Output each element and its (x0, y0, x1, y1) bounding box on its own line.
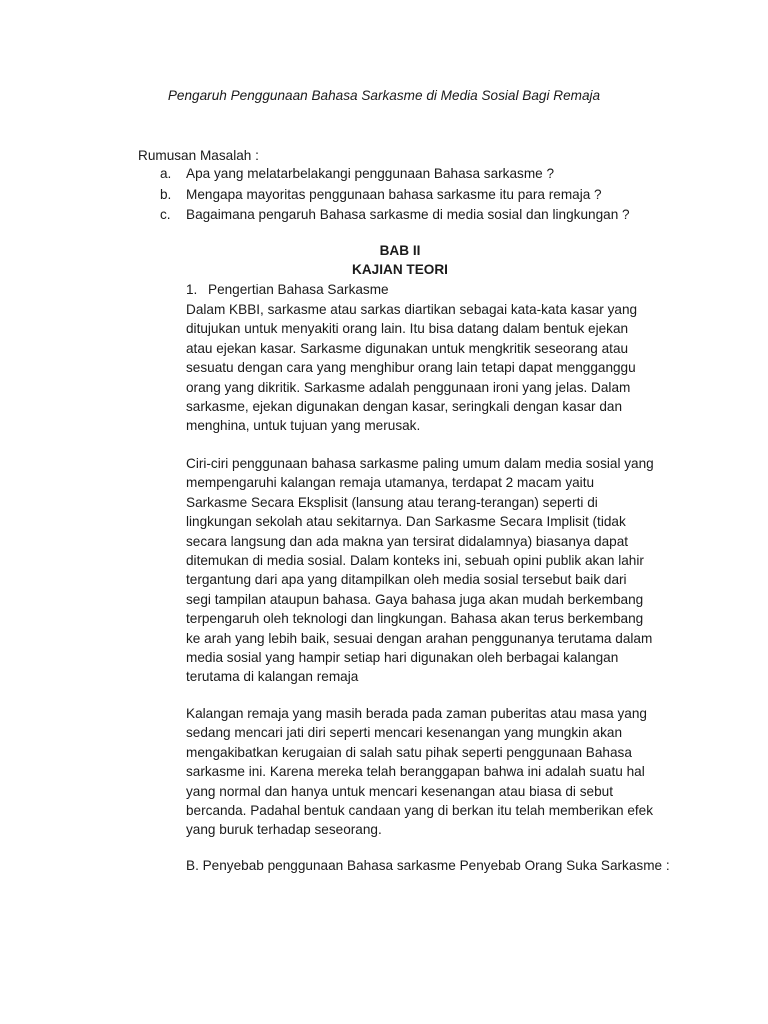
list-marker: b. (160, 186, 172, 202)
paragraph-line: bercanda. Padahal bentuk candaan yang di berkan itu telah memberikan efek (186, 802, 654, 818)
section-title: Pengertian Bahasa Sarkasme (208, 282, 389, 297)
paragraph-line: yang buruk terhadap seseorang. (186, 822, 382, 838)
paragraph-characteristics (186, 454, 686, 687)
paragraph-teenagers (186, 704, 686, 840)
paragraph-line: Ciri-ciri penggunaan bahasa sarkasme paling umum dalam media sosial yang (186, 456, 654, 471)
section-b-text: B. Penyebab penggunaan Bahasa sarkasme Penyebab Orang Suka Sarkasme : (186, 858, 670, 873)
paragraph-line: secara langsung dan ada makna yan tersirat didalamnya) biasanya dapat (186, 533, 629, 549)
paragraph-line: sarkasme ini. Karena mereka telah beranggapan bahwa ini adalah suatu hal (186, 764, 645, 780)
paragraph-line: sarkasme, ejekan digunakan dengan kasar, seringkali dengan kasar dan (186, 398, 623, 414)
list-marker: a. (160, 166, 172, 181)
paragraph-line: ke arah yang lebih baik, sesuai dengan arahan penggunanya terutama dalam (186, 630, 653, 646)
paragraph-line: orang yang dikritik. Sarkasme adalah penggunaan ironi yang jelas. Dalam (186, 379, 631, 395)
paragraph-line: atau ejekan kasar. Sarkasme digunakan untuk mengkritik seseorang atau (186, 340, 629, 356)
chapter-title: KAJIAN TEORI (352, 262, 448, 277)
paragraph-line: Sarkasme Secara Eksplisit (lansung atau terang-terangan) seperti di (186, 494, 598, 510)
section-heading (186, 282, 389, 297)
paragraph-line: mempengaruhi kalangan remaja utamanya, terdapat 2 macam yaitu (186, 475, 595, 491)
list-item (160, 164, 630, 185)
paragraph-line: terutama di kalangan remaja (186, 669, 359, 685)
rumusan-masalah-label: Rumusan Masalah : (138, 148, 259, 163)
paragraph-line: yang normal dan hanya untuk mencari kesenangan atau biasa di sebut (186, 783, 613, 799)
list-item-text: Bagaimana pengaruh Bahasa sarkasme di media sosial dan lingkungan ? (186, 207, 630, 222)
list-item (160, 185, 630, 206)
paragraph-line: ditemukan di media sosial. Dalam konteks ini, sebuah opini publik akan lahir (186, 552, 644, 568)
paragraph-line: ditujukan untuk menyakiti orang lain. Itu bisa datang dalam bentuk ejekan (186, 321, 629, 337)
paragraph-line: sesuatu dengan cara yang menghibur orang lain tetapi dapat mengganggu (186, 360, 636, 376)
paragraph-line: terpengaruh oleh teknologi dan lingkungan. Bahasa akan terus berkembang (186, 611, 644, 627)
list-item-text: Mengapa mayoritas penggunaan bahasa sarkasme itu para remaja ? (186, 186, 602, 202)
list-marker: c. (160, 207, 171, 222)
list-item (160, 205, 630, 226)
paragraph-line: segi tampilan ataupun bahasa. Gaya bahasa juga akan mudah berkembang (186, 591, 644, 607)
chapter-heading: BAB II (379, 243, 421, 258)
paragraph-line: Dalam KBBI, sarkasme atau sarkas diartikan sebagai kata-kata kasar yang (186, 302, 638, 317)
paragraph-line: mengakibatkan kerugaian di salah satu pihak seperti penggunaan Bahasa (186, 744, 632, 760)
paragraph-line: lingkungan sekolah atau sekitarnya. Dan Sarkasme Secara Implisit (tidak (186, 514, 626, 530)
paragraph-line: menghina, untuk tujuan yang merusak. (186, 418, 421, 434)
paragraph-line: Kalangan remaja yang masih berada pada zaman puberitas atau masa yang (186, 706, 647, 721)
section-number: 1. (186, 282, 198, 297)
paragraph-definition (186, 300, 686, 436)
document-title: Pengaruh Penggunaan Bahasa Sarkasme di Media Sosial Bagi Remaja (167, 88, 601, 103)
section-b-heading (186, 856, 686, 875)
paragraph-line: tergantung dari apa yang ditampilkan oleh media sosial tersebut baik dari (186, 572, 627, 588)
list-item-text: Apa yang melatarbelakangi penggunaan Bahasa sarkasme ? (186, 166, 555, 181)
paragraph-line: media sosial yang hampir setiap hari digunakan oleh berbagai kalangan (186, 649, 619, 665)
rumusan-masalah-list (160, 164, 630, 226)
paragraph-line: sedang mencari jati diri seperti mencari kesenangan yang mungkin akan (186, 725, 623, 741)
